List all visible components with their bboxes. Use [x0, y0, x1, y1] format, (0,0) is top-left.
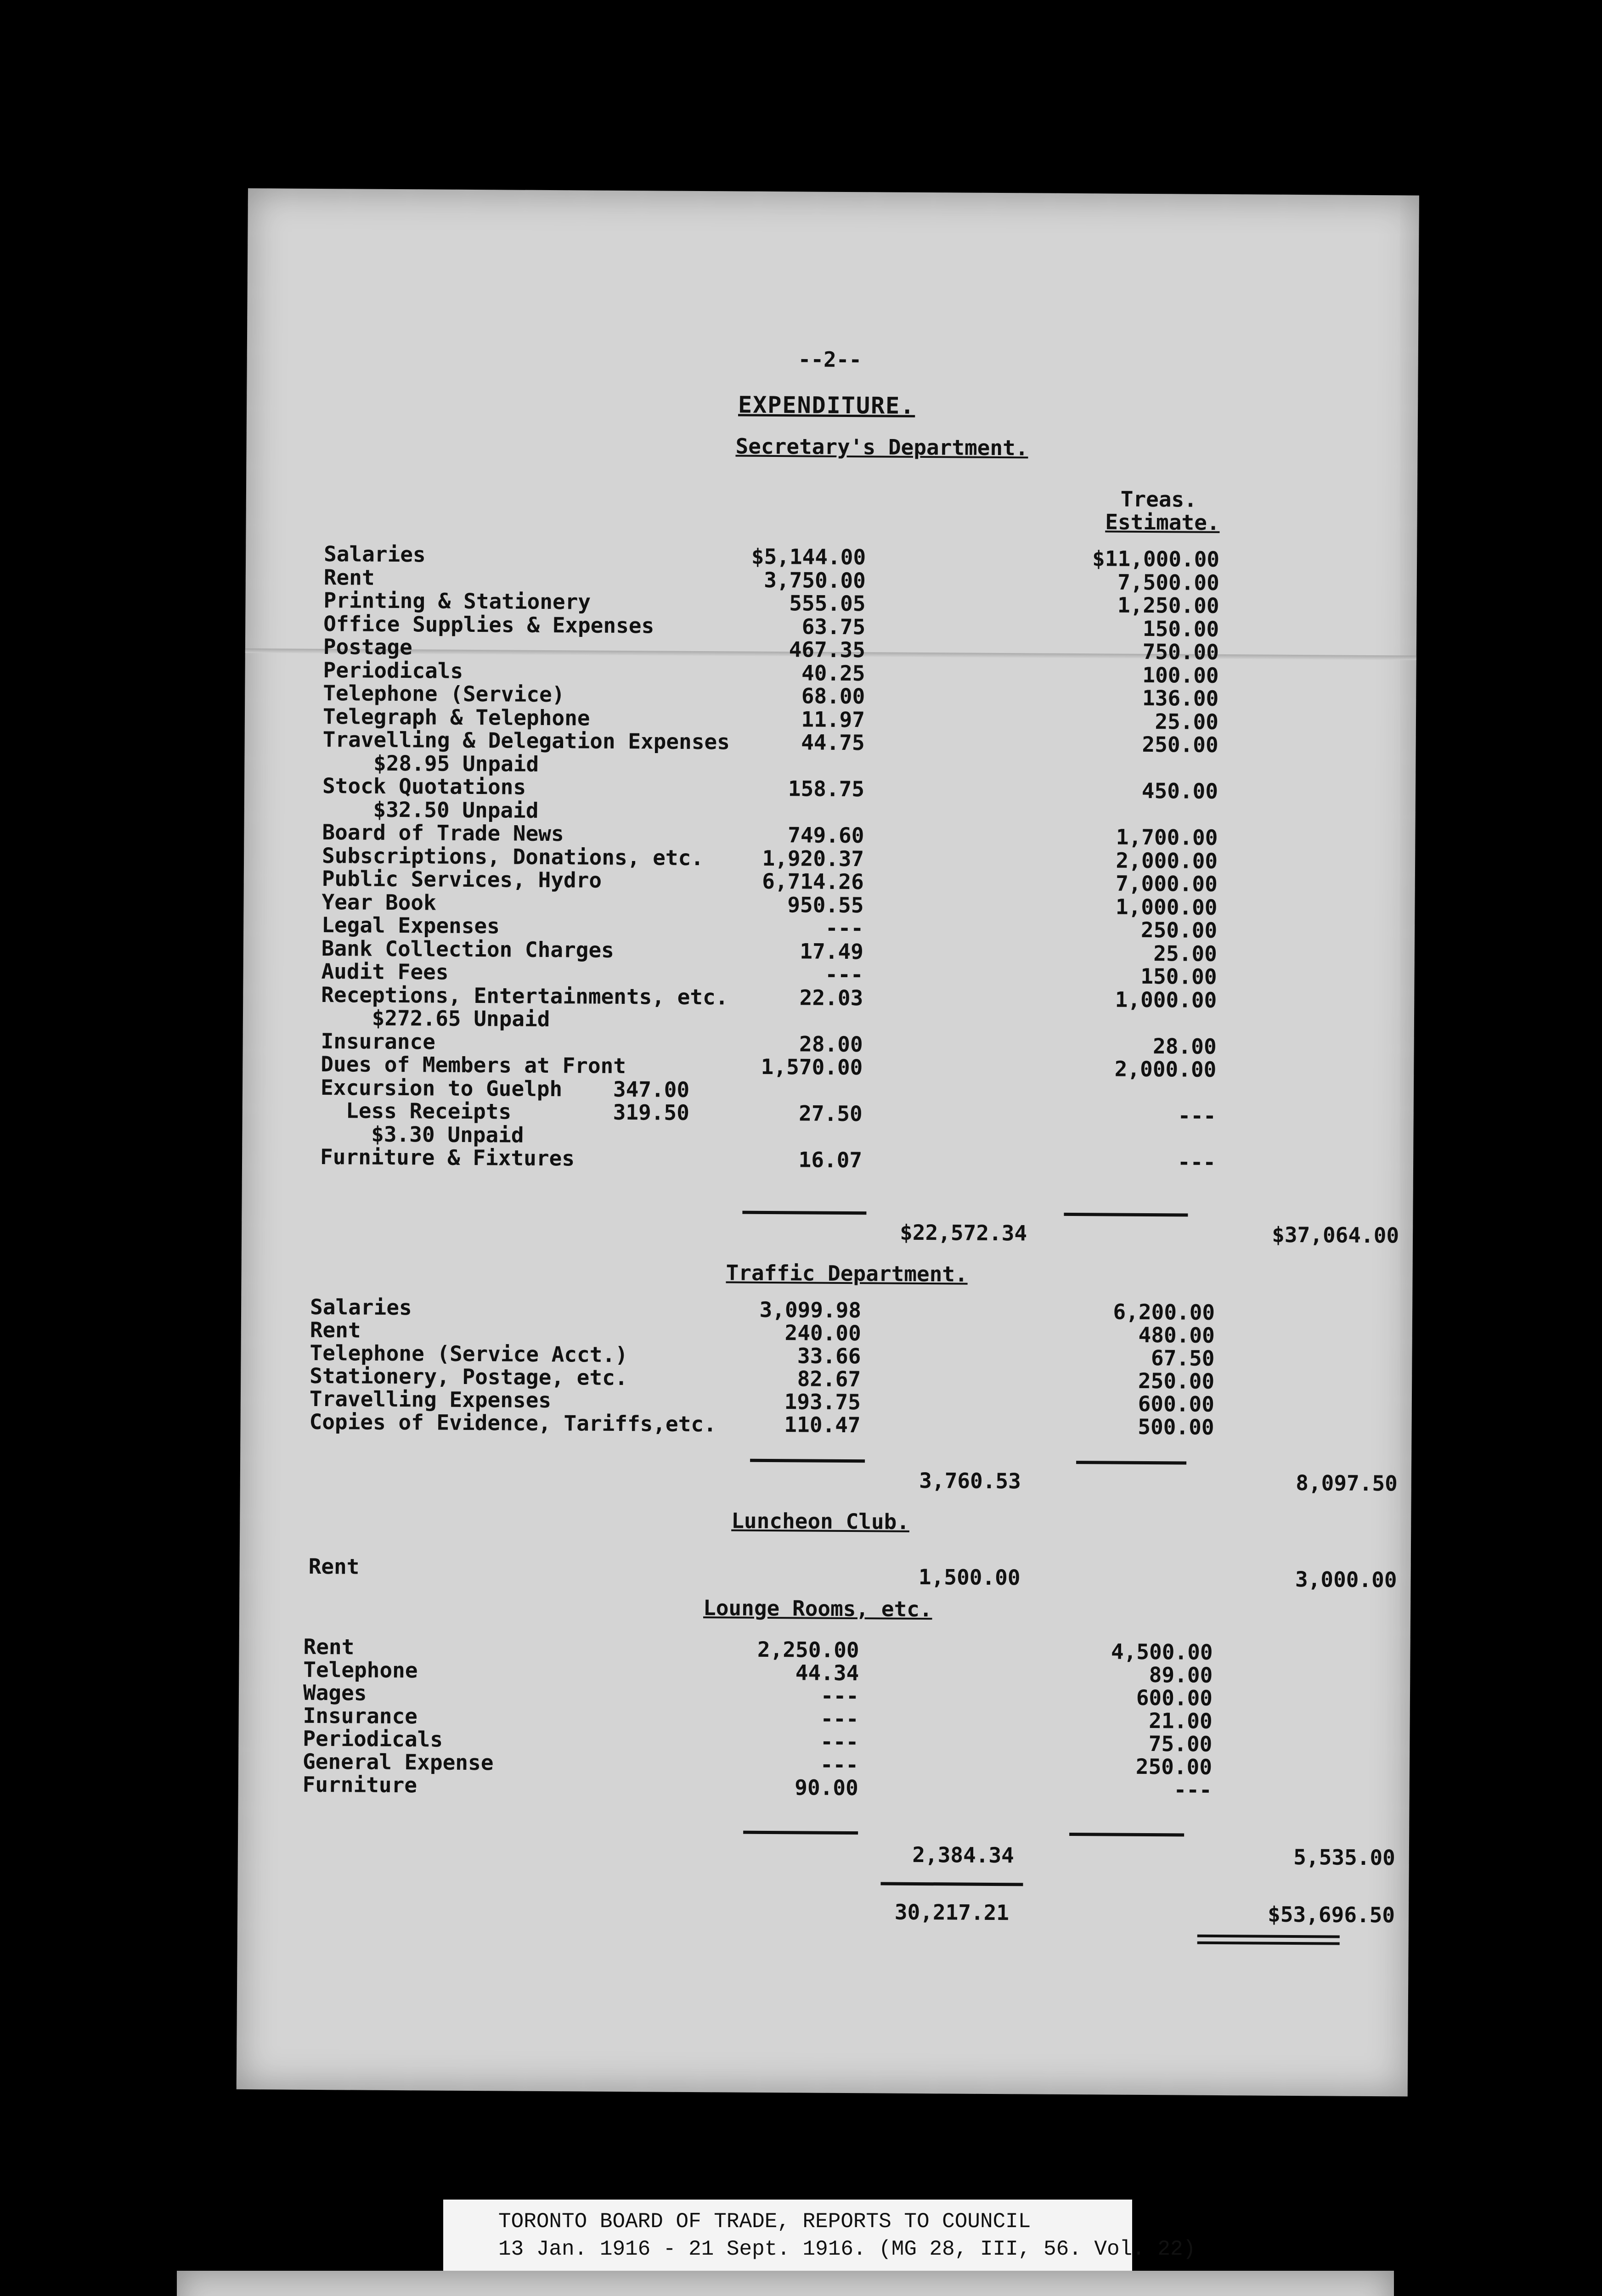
row-label: Salaries [310, 1294, 412, 1320]
row-amount: 40.25 [801, 660, 865, 686]
row-estimate: 600.00 [1138, 1391, 1215, 1417]
row-estimate: 500.00 [1138, 1414, 1214, 1440]
row-estimate: 100.00 [1142, 662, 1219, 688]
row-label: Salaries [323, 541, 426, 567]
row-estimate: 2,000.00 [1114, 1056, 1217, 1082]
row-estimate: 1,000.00 [1115, 987, 1217, 1013]
row-label: Office Supplies & Expenses [323, 611, 654, 638]
row-label: Rent [303, 1634, 355, 1660]
row-label: Board of Trade News [322, 820, 564, 846]
row-label: Dues of Members at Front [321, 1052, 626, 1079]
row-amount: 1,570.00 [761, 1054, 863, 1080]
row-estimate: 480.00 [1138, 1322, 1215, 1348]
traffic-total: 3,760.53 [919, 1468, 1021, 1494]
row-amount: 3,099.98 [759, 1297, 862, 1323]
secretary-estimate-total: $37,064.00 [1272, 1222, 1399, 1248]
row-estimate: 1,000.00 [1115, 894, 1218, 920]
row-estimate: 250.00 [1142, 732, 1218, 757]
luncheon-total: 1,500.00 [918, 1564, 1021, 1590]
rule [1076, 1461, 1186, 1464]
row-label: Subscriptions, Donations, etc. [322, 843, 704, 870]
row-estimate: 1,250.00 [1117, 592, 1219, 618]
row-label: Audit Fees [321, 959, 449, 985]
archive-label-line1: TORONTO BOARD OF TRADE, REPORTS TO COUNCIL [498, 2210, 1031, 2234]
row-estimate: 150.00 [1142, 616, 1219, 642]
row-amount: 28.00 [799, 1031, 863, 1057]
row-label: Travelling & Delegation Expenses [322, 727, 730, 754]
row-label: Year Book [322, 889, 436, 915]
estimate-header-1: Treas. [1120, 486, 1197, 512]
row-label: General Expense [302, 1749, 494, 1775]
row-label: Insurance [321, 1028, 436, 1054]
row-estimate: --- [1173, 1777, 1212, 1802]
row-estimate: 89.00 [1149, 1662, 1213, 1688]
traffic-heading: Traffic Department. [726, 1260, 968, 1287]
row-label: Telephone [303, 1657, 418, 1683]
grand-total: 30,217.21 [894, 1899, 1010, 1925]
row-label: Travelling Expenses [309, 1386, 552, 1413]
row-estimate: 250.00 [1138, 1368, 1215, 1394]
row-label: Periodicals [303, 1726, 443, 1752]
row-estimate: 250.00 [1140, 917, 1218, 943]
row-amount: 33.66 [797, 1343, 861, 1369]
rule [880, 1882, 1023, 1886]
row-amount: 749.60 [788, 822, 864, 848]
row-estimate: 136.00 [1142, 685, 1219, 711]
double-rule [1197, 1941, 1340, 1945]
row-label: Public Services, Hydro [322, 866, 602, 893]
lounge-estimate-total: 5,535.00 [1293, 1844, 1396, 1870]
row-estimate: 2,000.00 [1116, 848, 1218, 873]
estimate-header-2: Estimate. [1105, 509, 1220, 535]
rule [1064, 1213, 1188, 1217]
traffic-estimate-total: 8,097.50 [1296, 1470, 1398, 1496]
row-amount: 68.00 [801, 683, 865, 709]
row-amount: 82.67 [797, 1366, 861, 1392]
row-amount: 27.50 [799, 1101, 863, 1126]
row-label: Stock Quotations [322, 773, 526, 799]
double-rule [1197, 1935, 1340, 1938]
row-estimate: 7,000.00 [1116, 871, 1218, 896]
rule [750, 1459, 865, 1463]
row-amount: 63.75 [801, 613, 866, 639]
document-page [237, 188, 1419, 2096]
row-label: Furniture & Fixtures [320, 1144, 575, 1171]
row-label: Insurance [303, 1703, 418, 1729]
rule [743, 1831, 858, 1835]
row-amount: --- [820, 1706, 859, 1732]
grand-estimate-total: $53,696.50 [1267, 1902, 1395, 1928]
row-amount: 555.05 [789, 591, 866, 616]
row-estimate: 7,500.00 [1117, 569, 1219, 595]
row-label: Less Receipts 319.50 [320, 1098, 690, 1125]
row-estimate: 1,700.00 [1116, 824, 1218, 850]
row-estimate: 750.00 [1142, 639, 1219, 664]
row-label: $28.95 Unpaid [322, 750, 539, 777]
row-amount: 17.49 [800, 938, 864, 964]
row-amount: 467.35 [789, 637, 866, 663]
row-estimate: 450.00 [1141, 778, 1218, 804]
row-amount: 6,714.26 [762, 868, 864, 895]
row-amount: --- [825, 915, 864, 941]
row-label: Rent [323, 564, 375, 590]
luncheon-heading: Luncheon Club. [731, 1508, 910, 1534]
row-label: Periodicals [323, 657, 463, 683]
row-label: Excursion to Guelph 347.00 [320, 1075, 690, 1102]
row-amount: 22.03 [799, 985, 863, 1010]
row-label: Stationery, Postage, etc. [310, 1363, 628, 1390]
luncheon-estimate-total: 3,000.00 [1295, 1566, 1397, 1593]
row-amount: 16.07 [798, 1147, 863, 1173]
row-label: Telegraph & Telephone [322, 703, 590, 731]
row-amount: --- [820, 1683, 859, 1709]
rule [742, 1211, 866, 1215]
row-estimate: --- [1178, 1103, 1216, 1128]
row-estimate: 25.00 [1153, 940, 1218, 966]
row-label: Printing & Stationery [323, 588, 591, 614]
archives-stamp [177, 2271, 1394, 2296]
row-amount: 240.00 [784, 1320, 861, 1346]
row-estimate: 25.00 [1155, 709, 1219, 734]
archive-label [443, 2200, 1196, 2271]
page-number: --2-- [798, 347, 862, 372]
row-estimate: 250.00 [1135, 1754, 1213, 1779]
row-amount: 193.75 [784, 1389, 861, 1415]
luncheon-label: Rent [308, 1553, 360, 1579]
row-estimate: 21.00 [1149, 1708, 1213, 1733]
row-amount: 44.34 [795, 1660, 859, 1686]
row-amount: 3,750.00 [764, 567, 866, 593]
row-amount: 11.97 [801, 706, 865, 732]
row-amount: 110.47 [784, 1412, 861, 1438]
rule [1069, 1833, 1184, 1837]
row-label: Wages [303, 1680, 367, 1705]
lounge-heading: Lounge Rooms, etc. [703, 1595, 932, 1622]
row-estimate: --- [1177, 1149, 1216, 1175]
row-estimate: $11,000.00 [1092, 546, 1220, 572]
lounge-total: 2,384.34 [912, 1842, 1015, 1868]
row-estimate: 75.00 [1148, 1731, 1213, 1756]
row-amount: --- [820, 1752, 859, 1778]
row-estimate: 6,200.00 [1113, 1299, 1215, 1325]
row-amount: 950.55 [787, 892, 864, 917]
secretary-heading: Secretary's Department. [735, 433, 1028, 461]
row-estimate: 28.00 [1152, 1033, 1217, 1059]
row-label: Telephone (Service) [323, 681, 565, 707]
row-estimate: 4,500.00 [1111, 1639, 1213, 1665]
row-amount: --- [825, 962, 863, 987]
row-estimate: 150.00 [1140, 963, 1217, 989]
archive-label-line2: 13 Jan. 1916 - 21 Sept. 1916. (MG 28, III, 56. Vol. 22) [498, 2237, 1196, 2261]
row-label: Furniture [302, 1772, 417, 1798]
row-label: $32.50 Unpaid [322, 796, 539, 823]
row-amount: --- [820, 1729, 859, 1755]
row-label: Rent [310, 1317, 361, 1343]
row-estimate: 600.00 [1136, 1685, 1213, 1711]
row-label: Postage [323, 634, 412, 660]
row-estimate: 67.50 [1151, 1345, 1215, 1371]
row-label: Legal Expenses [322, 912, 500, 939]
page-title: EXPENDITURE. [738, 391, 915, 419]
row-amount: 2,250.00 [757, 1637, 859, 1663]
row-label: Copies of Evidence, Tariffs,etc. [309, 1409, 716, 1437]
row-label: Bank Collection Charges [321, 935, 615, 962]
row-label: $272.65 Unpaid [321, 1005, 550, 1032]
row-label: Telephone (Service Acct.) [310, 1340, 628, 1367]
row-amount: 1,920.37 [762, 845, 864, 871]
row-amount: 44.75 [801, 730, 865, 755]
row-amount: 158.75 [788, 776, 865, 802]
row-amount: 90.00 [795, 1775, 858, 1801]
row-amount: $5,144.00 [751, 544, 866, 570]
secretary-total: $22,572.34 [900, 1220, 1027, 1246]
row-label: $3.30 Unpaid [320, 1121, 524, 1148]
row-label: Receptions, Entertainments, etc. [321, 982, 728, 1009]
